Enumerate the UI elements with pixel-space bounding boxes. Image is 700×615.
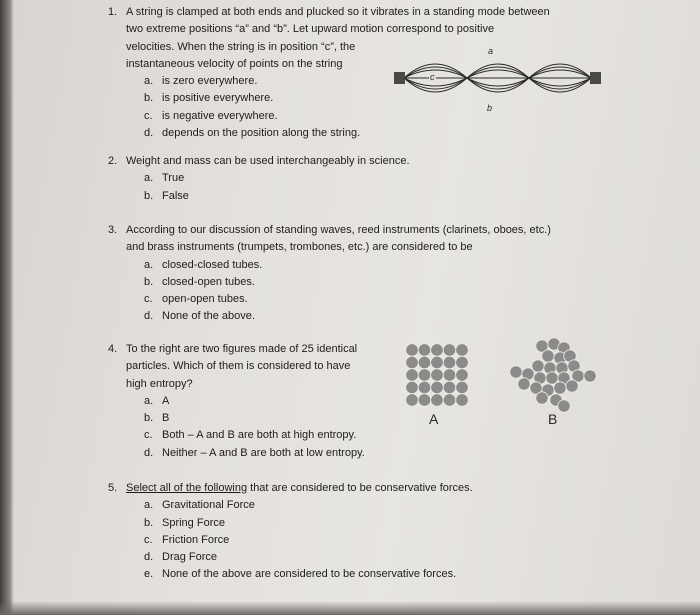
question-number: 2. bbox=[108, 155, 118, 167]
page-edge-shadow bbox=[0, 0, 14, 615]
particle bbox=[431, 356, 444, 369]
option-d[interactable]: d. None of the above. bbox=[144, 310, 255, 323]
particle bbox=[406, 369, 419, 382]
option-a[interactable]: a. A bbox=[144, 394, 170, 407]
particle bbox=[510, 366, 522, 378]
particle bbox=[406, 381, 419, 394]
particle bbox=[431, 394, 444, 407]
label-a: a bbox=[488, 46, 494, 56]
particle bbox=[558, 400, 570, 412]
option-a[interactable]: a. Gravitational Force bbox=[144, 499, 255, 512]
particle bbox=[418, 344, 431, 357]
option-d[interactable]: d. depends on the position along the string. bbox=[144, 127, 361, 140]
particle bbox=[532, 360, 544, 372]
particle bbox=[431, 369, 444, 382]
question-3 bbox=[108, 222, 551, 326]
question-stem-line: velocities. When the string is in position “c”, the bbox=[126, 40, 356, 53]
particle bbox=[456, 381, 469, 394]
option-a[interactable]: a. True bbox=[144, 172, 185, 185]
particle bbox=[443, 356, 456, 369]
particle bbox=[418, 381, 431, 394]
option-d[interactable]: d. Drag Force bbox=[144, 551, 218, 564]
question-stem-line: Weight and mass can be used interchangeably in science. bbox=[126, 155, 410, 167]
particle bbox=[418, 394, 431, 407]
particle bbox=[536, 392, 548, 404]
question-stem-line: particles. Which of them is considered to have bbox=[126, 360, 351, 373]
particle bbox=[542, 350, 554, 362]
option-b[interactable]: b. closed-open tubes. bbox=[144, 275, 255, 288]
particle bbox=[456, 369, 469, 382]
particle bbox=[546, 372, 558, 384]
particle bbox=[456, 394, 469, 407]
option-b[interactable]: b. is positive everywhere. bbox=[144, 92, 274, 105]
option-c[interactable]: c. is negative everywhere. bbox=[144, 109, 278, 122]
question-2 bbox=[108, 153, 410, 205]
particle bbox=[554, 382, 566, 394]
question-stem-line: According to our discussion of standing waves, reed instruments (clarinets, oboes, etc.) bbox=[126, 224, 551, 236]
option-e[interactable]: e. None of the above are considered to be conservative forces. bbox=[144, 568, 457, 581]
question-stem-line: and brass instruments (trumpets, trombones, etc.) are considered to be bbox=[126, 241, 473, 254]
option-d[interactable]: d. Neither – A and B are both at low entropy. bbox=[144, 446, 365, 459]
particle-figure-b bbox=[502, 338, 602, 414]
particle bbox=[406, 394, 419, 407]
particle bbox=[406, 356, 419, 369]
particle bbox=[431, 381, 444, 394]
option-c[interactable]: c. open-open tubes. bbox=[144, 293, 248, 306]
particle bbox=[431, 344, 444, 357]
option-b[interactable]: b. False bbox=[144, 189, 189, 202]
label-b: b bbox=[487, 103, 493, 113]
option-b[interactable]: b. Spring Force bbox=[144, 516, 225, 529]
particle bbox=[456, 356, 469, 369]
clamp-left bbox=[394, 72, 405, 84]
particle bbox=[406, 344, 419, 357]
question-stem-rest: that are considered to be conservative forces. bbox=[247, 482, 473, 494]
question-stem-underlined: Select all of the following bbox=[126, 482, 248, 494]
question-number: 1. bbox=[108, 6, 118, 18]
question-number: 3. bbox=[108, 224, 118, 236]
clamp-right bbox=[590, 72, 601, 84]
standing-wave-figure bbox=[392, 42, 602, 122]
question-stem-line: high entropy? bbox=[126, 377, 193, 390]
particle bbox=[456, 344, 469, 357]
particle bbox=[443, 394, 456, 407]
question-stem-line: instantaneous velocity of points on the string bbox=[126, 57, 343, 70]
figure-label-a: A bbox=[429, 411, 439, 427]
particle bbox=[584, 370, 596, 382]
question-stem-line: To the right are two figures made of 25 identical bbox=[126, 343, 358, 355]
question-number: 4. bbox=[108, 343, 118, 355]
particle bbox=[443, 344, 456, 357]
particle bbox=[418, 369, 431, 382]
particle bbox=[518, 378, 530, 390]
option-c[interactable]: c. Friction Force bbox=[144, 533, 230, 546]
option-a[interactable]: a. is zero everywhere. bbox=[144, 75, 258, 88]
particle bbox=[443, 381, 456, 394]
question-stem-line: two extreme positions “a” and “b”. Let upward motion correspond to positive bbox=[126, 23, 495, 36]
particle bbox=[566, 380, 578, 392]
particle-figure-a bbox=[404, 342, 470, 408]
question-stem-line: A string is clamped at both ends and plucked so it vibrates in a standing mode between bbox=[126, 6, 550, 18]
option-b[interactable]: b. B bbox=[144, 412, 170, 425]
question-4 bbox=[108, 341, 365, 462]
label-c: c bbox=[430, 72, 435, 82]
question-number: 5. bbox=[108, 482, 118, 494]
option-c[interactable]: c. Both – A and B are both at high entropy. bbox=[144, 429, 357, 442]
figure-label-b: B bbox=[548, 411, 558, 427]
page-bottom-shadow bbox=[0, 601, 700, 615]
particle bbox=[443, 369, 456, 382]
question-5 bbox=[108, 480, 473, 584]
option-a[interactable]: a. closed-closed tubes. bbox=[144, 258, 263, 271]
particle bbox=[418, 356, 431, 369]
